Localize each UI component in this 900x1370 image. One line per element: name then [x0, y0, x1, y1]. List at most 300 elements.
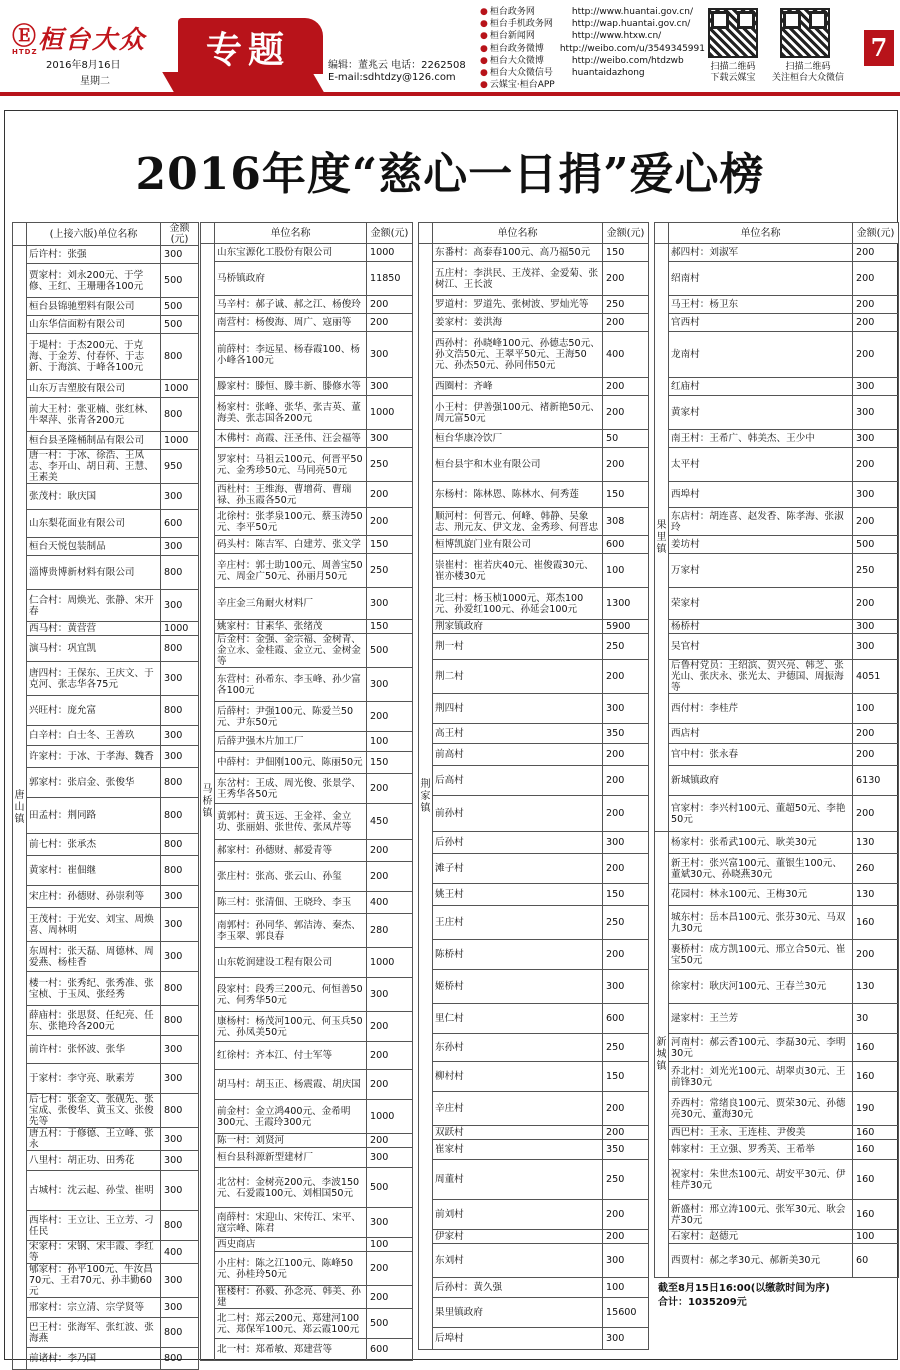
donation-amount: 200 [603, 396, 649, 430]
donor-name: 宋家村：宋钢、宋丰霞、李红等 [27, 1241, 161, 1264]
table-row [13, 798, 199, 834]
table-row [419, 554, 649, 588]
table-row [419, 332, 649, 378]
donor-name: 陈一村：刘贤河 [215, 1134, 367, 1148]
table-row [655, 832, 899, 854]
donor-name: 桓台县宇和木业有限公司 [433, 448, 603, 482]
donor-name: 后孙村 [433, 832, 603, 854]
donor-name: 前七村：张承杰 [27, 834, 161, 856]
table-row [655, 262, 899, 296]
donation-amount: 300 [367, 978, 413, 1012]
donation-amount: 200 [367, 1070, 413, 1100]
table-row [419, 536, 649, 554]
media-link-url[interactable]: huantaidazhong [571, 68, 645, 79]
donation-amount: 200 [603, 660, 649, 694]
donation-amount: 200 [853, 796, 899, 832]
donation-amount: 500 [367, 634, 413, 668]
table-row [655, 724, 899, 744]
donor-name: 双跃村 [433, 1126, 603, 1140]
donation-amount: 500 [161, 264, 199, 298]
donation-amount: 200 [853, 508, 899, 536]
table-row [201, 1042, 413, 1070]
donation-amount: 200 [603, 262, 649, 296]
donation-amount: 160 [853, 1126, 899, 1140]
unit-name-header: (上接六版)单位名称 [27, 223, 161, 246]
table-row [13, 484, 199, 510]
donation-amount: 300 [161, 590, 199, 622]
table-row [419, 634, 649, 660]
media-link-item[interactable] [480, 30, 705, 42]
donation-amount: 300 [161, 662, 199, 696]
table-row [201, 1100, 413, 1134]
donor-name: 花园村：林永100元、王梅30元 [669, 884, 853, 906]
donor-name: 唐五村：于修德、王立峰、张永 [27, 1128, 161, 1151]
table-row [419, 396, 649, 430]
donor-name: 崔楼村：孙毅、孙念亮、韩美、孙建 [215, 1286, 367, 1309]
town-header [655, 223, 669, 244]
donation-amount: 200 [603, 378, 649, 396]
summary-line: 合计：1035209元 [658, 1297, 747, 1308]
table-row [201, 634, 413, 668]
donation-amount: 950 [161, 450, 199, 484]
table-row [655, 296, 899, 314]
table-row [13, 298, 199, 316]
table-row [201, 1070, 413, 1100]
table-row [13, 1006, 199, 1036]
table-row [201, 774, 413, 804]
table-row [201, 508, 413, 536]
table-row [201, 1012, 413, 1042]
table-row [655, 588, 899, 620]
table-row [655, 744, 899, 766]
table-row [201, 732, 413, 752]
donor-name: 前高村 [433, 744, 603, 766]
table-row [655, 314, 899, 332]
donation-amount: 300 [161, 1171, 199, 1211]
table-row [201, 314, 413, 332]
table-row [13, 1318, 199, 1348]
donation-amount: 800 [161, 556, 199, 590]
donation-amount: 450 [367, 804, 413, 840]
donor-name: 白辛村：白士冬、王善玖 [27, 726, 161, 746]
donation-amount: 200 [853, 244, 899, 262]
header-divider [0, 92, 900, 96]
editor-info: 编辑：董兆云 电话：2262508 [328, 60, 466, 71]
media-link-item[interactable] [480, 18, 705, 30]
table-row [419, 1062, 649, 1092]
media-link-item[interactable] [480, 55, 705, 67]
table-row [655, 1140, 899, 1160]
issue-date: 2016年8月16日 [46, 60, 121, 71]
donation-amount: 200 [603, 448, 649, 482]
donation-amount: 150 [367, 752, 413, 774]
donation-amount: 200 [603, 1092, 649, 1126]
table-row [419, 970, 649, 1004]
donation-amount: 300 [853, 482, 899, 508]
table-row [655, 940, 899, 970]
table-row [655, 1244, 899, 1278]
table-row [13, 886, 199, 908]
table-row [655, 482, 899, 508]
donor-name: 东杨村：陈林恩、陈林水、何秀莲 [433, 482, 603, 508]
donor-name: 桓台天悦包装制品 [27, 538, 161, 556]
donor-name: 西付村：李桂芹 [669, 694, 853, 724]
table-row [201, 1309, 413, 1339]
table-row [13, 398, 199, 432]
donor-name: 后高村 [433, 766, 603, 796]
donor-name: 杨桥村 [669, 620, 853, 634]
table-row [201, 1238, 413, 1252]
donor-name: 陈桥村 [433, 940, 603, 970]
donor-name: 东孙村 [433, 1034, 603, 1062]
table-row [419, 482, 649, 508]
table-row [419, 832, 649, 854]
donation-amount: 1000 [367, 244, 413, 262]
table-row [201, 668, 413, 702]
donation-amount: 200 [367, 508, 413, 536]
donor-name: 里仁村 [433, 1004, 603, 1034]
table-row [201, 554, 413, 588]
donor-name: 马王村：杨卫东 [669, 296, 853, 314]
donation-amount: 300 [603, 1244, 649, 1278]
donation-amount: 160 [853, 1200, 899, 1230]
donation-amount: 250 [603, 296, 649, 314]
donor-name: 吴官村 [669, 634, 853, 660]
table-row [655, 1126, 899, 1140]
bullet-icon: ● [480, 19, 488, 30]
donation-amount: 60 [853, 1244, 899, 1278]
donation-amount: 200 [853, 448, 899, 482]
donation-amount: 300 [161, 1128, 199, 1151]
donor-name: 楼一村：张秀纪、张秀准、张宝桢、于玉凤、张经秀 [27, 972, 161, 1006]
donor-name: 河南村：郝云香100元、李磊30元、李明30元 [669, 1034, 853, 1062]
media-link-name: 桓台政务网 [489, 7, 535, 17]
donor-name: 前大王村：张亚楠、张红林、牛翠萍、张青各200元 [27, 398, 161, 432]
table-row [13, 246, 199, 264]
qr-caption-line: 下载云媒宝 [710, 73, 756, 83]
donor-name: 桓博凯旋门业有限公司 [433, 536, 603, 554]
donor-name: 西巴村：王永、王连桂、尹俊美 [669, 1126, 853, 1140]
donor-name: 西贾村：郝之孝30元、郝新美30元 [669, 1244, 853, 1278]
donor-name: 南郭村：孙同华、郭洁涛、秦杰、李玉翠、郭良春 [215, 914, 367, 948]
donation-amount: 250 [603, 634, 649, 660]
qr-caption-line: 扫描二维码 [710, 62, 756, 72]
table-row [13, 1298, 199, 1318]
donation-amount: 300 [853, 430, 899, 448]
donation-amount: 300 [161, 1064, 199, 1094]
table-row [201, 804, 413, 840]
donor-name: 西店村 [669, 724, 853, 744]
donor-name: 桓台县科源新型建材厂 [215, 1148, 367, 1168]
donor-name: 绍南村 [669, 262, 853, 296]
donor-name: 于堤村：于杰200元、于克海、于金芳、付春怀、于志新、于海滨、于峰各100元 [27, 334, 161, 380]
media-link-name: 桓台手机政务网 [489, 19, 553, 30]
donor-name: 木佛村：高霞、汪圣伟、汪会福等 [215, 430, 367, 448]
donor-name: 南营村：杨俊海、周广、寇丽等 [215, 314, 367, 332]
donation-amount: 200 [367, 702, 413, 732]
donor-name: 前薛村：李远星、杨春霞100、杨小峰各100元 [215, 332, 367, 378]
donor-name: 黄郭村：黄玉远、王金祥、金立功、张丽娟、张世传、张凤芹等 [215, 804, 367, 840]
donor-name: 乔西村：常绪良100元、贾荣30元、孙德亮30元、董海30元 [669, 1092, 853, 1126]
donor-name: 康杨村：杨茂河100元、何玉兵50元、孙凤美50元 [215, 1012, 367, 1042]
donation-amount: 200 [367, 1252, 413, 1286]
donation-amount: 600 [603, 1004, 649, 1034]
donor-name: 伊家村 [433, 1230, 603, 1244]
table-row [655, 854, 899, 884]
table-row [419, 588, 649, 620]
donation-amount: 200 [853, 588, 899, 620]
donor-name: 北岔村：金树亮200元、李波150元、石爱霞100元、刘相国50元 [215, 1168, 367, 1208]
donor-name: 前金村：金立鸿400元、金希明300元、王霞玲300元 [215, 1100, 367, 1134]
donor-name: 裹桥村：成方凯100元、邢立合50元、崔宝50元 [669, 940, 853, 970]
table-row [419, 854, 649, 884]
donor-name: 于家村：李守亮、耿素芳 [27, 1064, 161, 1094]
donor-column-3 [418, 222, 649, 1350]
donation-amount: 250 [603, 906, 649, 940]
donation-amount: 300 [603, 1328, 649, 1350]
table-row [13, 1128, 199, 1151]
table-row [419, 694, 649, 724]
donor-name: 北三村：杨玉桢1000元、郑杰100元、孙爱红100元、孙延会100元 [433, 588, 603, 620]
donor-name: 马辛村：郝子诚、郝之江、杨俊玲 [215, 296, 367, 314]
media-link-item[interactable] [480, 79, 705, 91]
donor-name: 果里镇政府 [433, 1298, 603, 1328]
table-row [419, 1034, 649, 1062]
donation-amount: 200 [603, 854, 649, 884]
donation-amount: 300 [161, 1298, 199, 1318]
logo-sub-text: HTDZ [12, 48, 38, 56]
donor-name: 西毕村：王立让、王立芳、刁任民 [27, 1211, 161, 1241]
table-row [201, 1339, 413, 1361]
donor-name: 西孙村：孙晓峰100元、孙德志50元、孙文浩50元、王翠平50元、王海50元、孙杰50元、孙同伟50元 [433, 332, 603, 378]
donation-amount: 800 [161, 636, 199, 662]
donor-name: 姜坊村 [669, 536, 853, 554]
donor-name: 东周村：张天磊、周德林、周爱燕、杨桂香 [27, 942, 161, 972]
donation-amount: 300 [367, 668, 413, 702]
donor-name: 辛庄村 [433, 1092, 603, 1126]
donation-amount: 300 [853, 620, 899, 634]
table-row [13, 1151, 199, 1171]
donor-column-2 [200, 222, 413, 1361]
donation-amount: 280 [367, 914, 413, 948]
qr-code-wechat [780, 8, 830, 58]
donor-name: 郭家村：张启金、张俊华 [27, 768, 161, 798]
table-row [13, 1064, 199, 1094]
donor-table [12, 222, 199, 1370]
donation-amount: 30 [853, 1004, 899, 1034]
donor-name: 东刘村 [433, 1244, 603, 1278]
donation-amount: 100 [603, 1278, 649, 1298]
page-number: 7 [864, 30, 894, 66]
qr-caption-line: 扫描二维码 [785, 62, 831, 72]
table-row [655, 634, 899, 660]
media-link-url[interactable]: http://www.htxw.cn/ [571, 31, 662, 42]
summary-line: 截至8月15日16:00(以缴款时间为序) [658, 1283, 830, 1294]
donor-name: 古城村：沈云起、孙莹、崔明 [27, 1171, 161, 1211]
donor-name: 东店村：胡连喜、赵发香、陈孝海、张淑玲 [669, 508, 853, 536]
table-row [13, 856, 199, 886]
donation-amount: 400 [367, 892, 413, 914]
donor-name: 王庄村 [433, 906, 603, 940]
donor-name: 张庄村：张高、张云山、孙玺 [215, 862, 367, 892]
table-row [419, 1244, 649, 1278]
media-link-url[interactable]: http://www.huantai.gov.cn/ [571, 7, 693, 17]
donor-table [654, 222, 899, 1278]
donor-name: 新盛村：邢立涛100元、张军30元、耿会芹30元 [669, 1200, 853, 1230]
table-header-row [419, 223, 649, 244]
donation-amount: 300 [853, 378, 899, 396]
media-link-name: 桓台政务微博 [489, 43, 544, 54]
donor-name: 官家村：李兴村100元、董超50元、李艳50元 [669, 796, 853, 832]
donor-name: 前刘村 [433, 1200, 603, 1230]
donor-name: 东番村：高泰春100元、高乃福50元 [433, 244, 603, 262]
donation-amount: 1000 [367, 948, 413, 978]
donor-name: 崇崔村：崔若庆40元、崔俊霞30元、崔亦楼30元 [433, 554, 603, 588]
donation-amount: 1000 [161, 622, 199, 636]
table-row [201, 332, 413, 378]
town-label: 新城镇 [655, 832, 669, 1278]
donation-amount: 200 [603, 766, 649, 796]
donor-name: 后薛村：尹强100元、陈爱兰50元、尹东50元 [215, 702, 367, 732]
table-row [201, 430, 413, 448]
donor-name: 逯家村：王兰芳 [669, 1004, 853, 1034]
donation-amount: 1000 [367, 396, 413, 430]
donor-name: 仁合村：周焕光、张静、宋开春 [27, 590, 161, 622]
donation-amount: 300 [161, 942, 199, 972]
bullet-icon: ● [480, 55, 488, 66]
donor-name: 贾家村：刘永200元、于学修、王红、王珊珊各100元 [27, 264, 161, 298]
donation-amount: 200 [853, 296, 899, 314]
donor-name: 淄博贵博新材料有限公司 [27, 556, 161, 590]
donation-amount: 200 [603, 1200, 649, 1230]
logo-name: 桓台大众 [38, 25, 147, 54]
donation-amount: 300 [161, 538, 199, 556]
qr-caption-line: 关注桓台大众微信 [771, 73, 844, 83]
media-link-url[interactable]: http://weibo.com/u/3549345991 [559, 43, 705, 54]
donor-name: 码头村：陈吉军、白建芳、张文学 [215, 536, 367, 554]
media-link-name: 桓台新闻网 [489, 31, 535, 42]
donor-name: 姜家村：姜洪海 [433, 314, 603, 332]
donation-amount: 200 [367, 1012, 413, 1042]
donor-name: 南薛村：宋迎山、宋传江、宋平、寇宗峰、陈君 [215, 1208, 367, 1238]
table-row [201, 702, 413, 732]
donor-name: 西杜村：王维海、曹增荷、曹瑞禄、孙玉霞各50元 [215, 482, 367, 508]
bullet-icon: ● [480, 7, 488, 17]
table-row [13, 636, 199, 662]
donation-amount: 160 [853, 1062, 899, 1092]
donor-name: 邢家村：宗立清、宗学贤等 [27, 1298, 161, 1318]
table-row [655, 508, 899, 536]
donor-name: 西埠村 [669, 482, 853, 508]
donor-name: 官西村 [669, 314, 853, 332]
donor-table [418, 222, 649, 1350]
media-link-url[interactable]: http://weibo.com/htdzwb [571, 55, 684, 66]
donor-name: 荆家镇政府 [433, 620, 603, 634]
donor-name: 后薛尹强木片加工厂 [215, 732, 367, 752]
editor-email: E-mail:sdhtdzy@126.com [328, 72, 456, 83]
table-row [13, 908, 199, 942]
masthead-logo [12, 18, 172, 58]
table-row [201, 448, 413, 482]
table-row [201, 262, 413, 296]
table-row [13, 1264, 199, 1298]
donor-name: 前诸村：李乃国 [27, 1348, 161, 1370]
table-row [419, 262, 649, 296]
donation-amount: 600 [603, 536, 649, 554]
donation-amount: 200 [853, 940, 899, 970]
media-link-item[interactable] [480, 43, 705, 55]
amount-header: 金额(元) [603, 223, 649, 244]
table-row [201, 1148, 413, 1168]
donation-amount: 800 [161, 398, 199, 432]
table-row [13, 746, 199, 768]
donor-name: 山东万吉塑胶有限公司 [27, 380, 161, 398]
table-row [655, 396, 899, 430]
section-label: 专题 [206, 29, 291, 71]
table-row [201, 978, 413, 1012]
donor-column-1 [12, 222, 199, 1370]
table-row [13, 538, 199, 556]
town-label: 果里镇 [655, 244, 669, 832]
donation-amount: 200 [853, 724, 899, 744]
table-row [201, 244, 413, 262]
donor-name: 韩家村：王立强、罗秀芙、王希举 [669, 1140, 853, 1160]
town-header [13, 223, 27, 246]
donor-name: 红徐村：齐本江、付士军等 [215, 1042, 367, 1070]
donor-name: 杨家村：张希武100元、耿美30元 [669, 832, 853, 854]
donor-name: 官中村：张永春 [669, 744, 853, 766]
donor-name: 祝家村：朱世杰100元、胡安平30元、伊桂芹30元 [669, 1160, 853, 1200]
table-row [419, 1298, 649, 1328]
donation-amount: 200 [367, 1042, 413, 1070]
table-row [13, 834, 199, 856]
donation-amount: 800 [161, 972, 199, 1006]
donor-name: 山东乾润建设工程有限公司 [215, 948, 367, 978]
donor-name: 王茂村：于光安、刘宝、周焕喜、周林明 [27, 908, 161, 942]
donor-name: 后鲁村党员：王绍滨、贺兴亮、韩芝、张光山、张庆永、张光太、尹德国、周振海等 [669, 660, 853, 694]
table-row [201, 752, 413, 774]
table-row [201, 1286, 413, 1309]
donation-amount: 200 [367, 482, 413, 508]
table-row [419, 796, 649, 832]
media-link-url[interactable]: http://wap.huantai.gov.cn/ [571, 19, 691, 30]
table-row [419, 660, 649, 694]
table-row [13, 1171, 199, 1211]
donation-amount: 300 [603, 832, 649, 854]
amount-header: 金额(元) [853, 223, 899, 244]
table-row [201, 892, 413, 914]
donor-name: 荆一村 [433, 634, 603, 660]
table-row [419, 1278, 649, 1298]
table-row [13, 1348, 199, 1370]
donor-name: 滕家村：滕恒、滕丰新、滕修水等 [215, 378, 367, 396]
donor-name: 薛庙村：张思贤、任纪亮、任东、张艳玲各200元 [27, 1006, 161, 1036]
table-row [419, 314, 649, 332]
donor-name: 后金村：金强、金宗福、金树青、金立永、金桂霞、金立元、金树金等 [215, 634, 367, 668]
donation-amount: 200 [603, 314, 649, 332]
donor-name: 城东村：岳本昌100元、张芬30元、马双九30元 [669, 906, 853, 940]
media-link-item[interactable] [480, 67, 705, 79]
donor-name: 马桥镇政府 [215, 262, 367, 296]
donation-amount: 200 [367, 296, 413, 314]
media-link-item[interactable] [480, 6, 705, 18]
donor-name: 前许村：张怀波、张华 [27, 1036, 161, 1064]
table-row [201, 948, 413, 978]
donor-name: 辛庄金三角耐火材料厂 [215, 588, 367, 620]
donor-name: 新城镇政府 [669, 766, 853, 796]
table-row [655, 1160, 899, 1200]
donor-name: 北一村：郑希敏、郑建营等 [215, 1339, 367, 1361]
